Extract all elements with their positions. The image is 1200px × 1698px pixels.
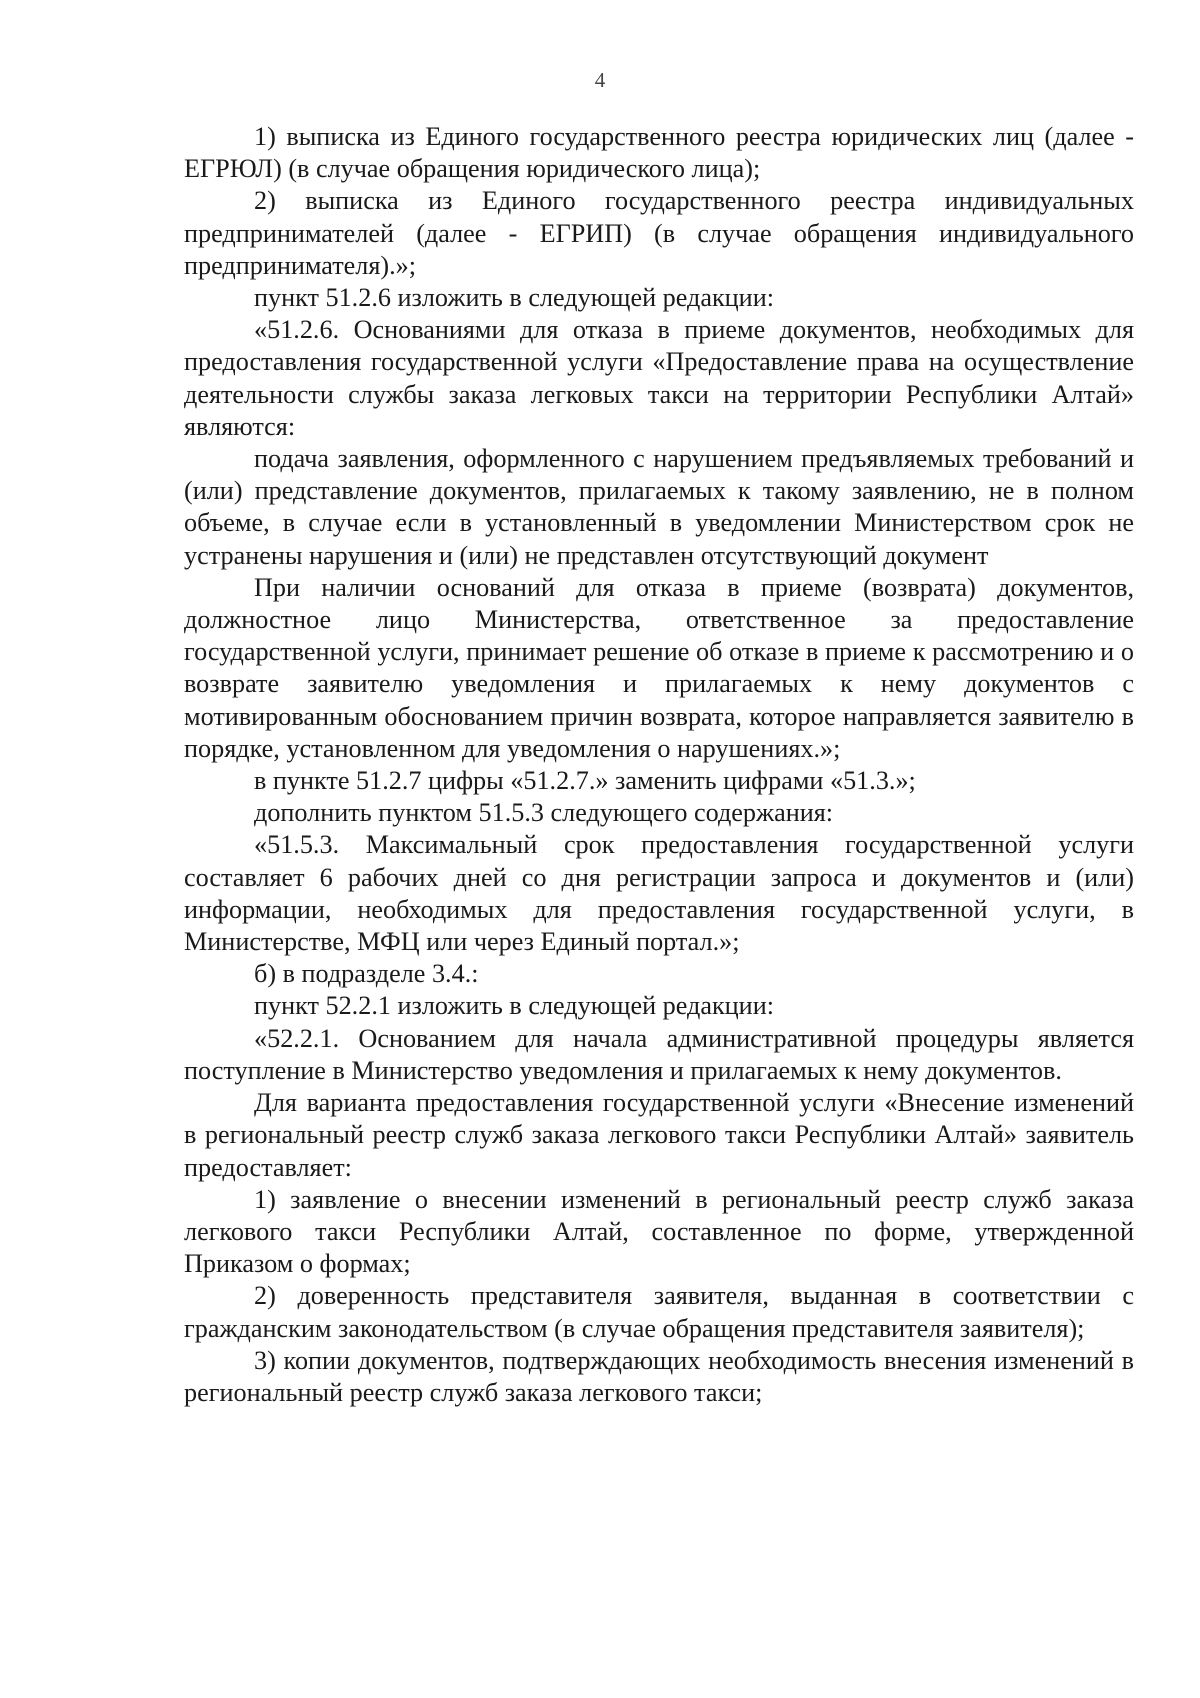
paragraph: пункт 52.2.1 изложить в следующей редакции: (254, 991, 774, 1021)
paragraph: подача заявления, оформленного с нарушением предъявляемых требований и (или) представление документов, прилагаемых к такому заявлению, не в полном объеме, в случае если в установленный в уведомлении Министерством срок не устранены нарушения и (или) не представлен отсутствующий документ (184, 444, 1134, 570)
paragraph: 2) доверенность представителя заявителя, выданная в соответствии с гражданским законодательством (в случае обращения представителя заявителя); (184, 1281, 1134, 1343)
paragraph: в пункте 51.2.7 цифры «51.2.7.» заменить цифрами «51.3.»; (254, 766, 916, 796)
paragraph: «51.2.6. Основаниями для отказа в приеме документов, необходимых для предоставления государственной услуги «Предоставление права на осуществление деятельности службы заказа легковых такси на территории Республики Алтай» являются: (184, 315, 1134, 441)
paragraph: «52.2.1. Основанием для начала административной процедуры является поступление в Министерство уведомления и прилагаемых к нему документов. (184, 1023, 1134, 1085)
paragraph: «51.5.3. Максимальный срок предоставления государственной услуги составляет 6 рабочих дней со дня регистрации запроса и документов и (или) информации, необходимых для предоставления государственной услуги, в Министерстве, МФЦ или через Единый портал.»; (184, 830, 1134, 957)
paragraph: 2) выписка из Единого государственного реестра индивидуальных предпринимателей (далее - ЕГРИП) (в случае обращения индивидуального предпринимателя).»; (184, 186, 1134, 280)
paragraph: дополнить пунктом 51.5.3 следующего содержания: (254, 798, 834, 828)
paragraph: 1) выписка из Единого государственного реестра юридических лиц (далее - ЕГРЮЛ) (в случае обращения юридического лица); (184, 122, 1134, 184)
paragraph: Для варианта предоставления государственной услуги «Внесение изменений в региональный реестр служб заказа легкового такси Республики Алтай» заявитель предоставляет: (184, 1088, 1134, 1182)
paragraph: При наличии оснований для отказа в приеме (возврата) документов, должностное лицо Министерства, ответственное за предоставление государственной услуги, принимает решение об отказе в приеме к рассмотрению и о возврате заявителю уведомления и прилагаемых к нему документов с мотивированным обоснованием причин возврата, которое направляется заявителю в порядке, установленном для уведомления о нарушениях.»; (184, 572, 1134, 763)
paragraph: 1) заявление о внесении изменений в региональный реестр служб заказа легкового такси Республики Алтай, составленное по форме, утвержденной Приказом о формах; (184, 1184, 1134, 1279)
paragraph: б) в подразделе 3.4.: (254, 959, 479, 989)
paragraph: пункт 51.2.6 изложить в следующей редакции: (254, 283, 774, 313)
document-body (184, 121, 1134, 1409)
paragraph: 3) копии документов, подтверждающих необходимость внесения изменений в региональный реестр служб заказа легкового такси; (184, 1345, 1134, 1407)
page-number: 4 (594, 68, 606, 92)
